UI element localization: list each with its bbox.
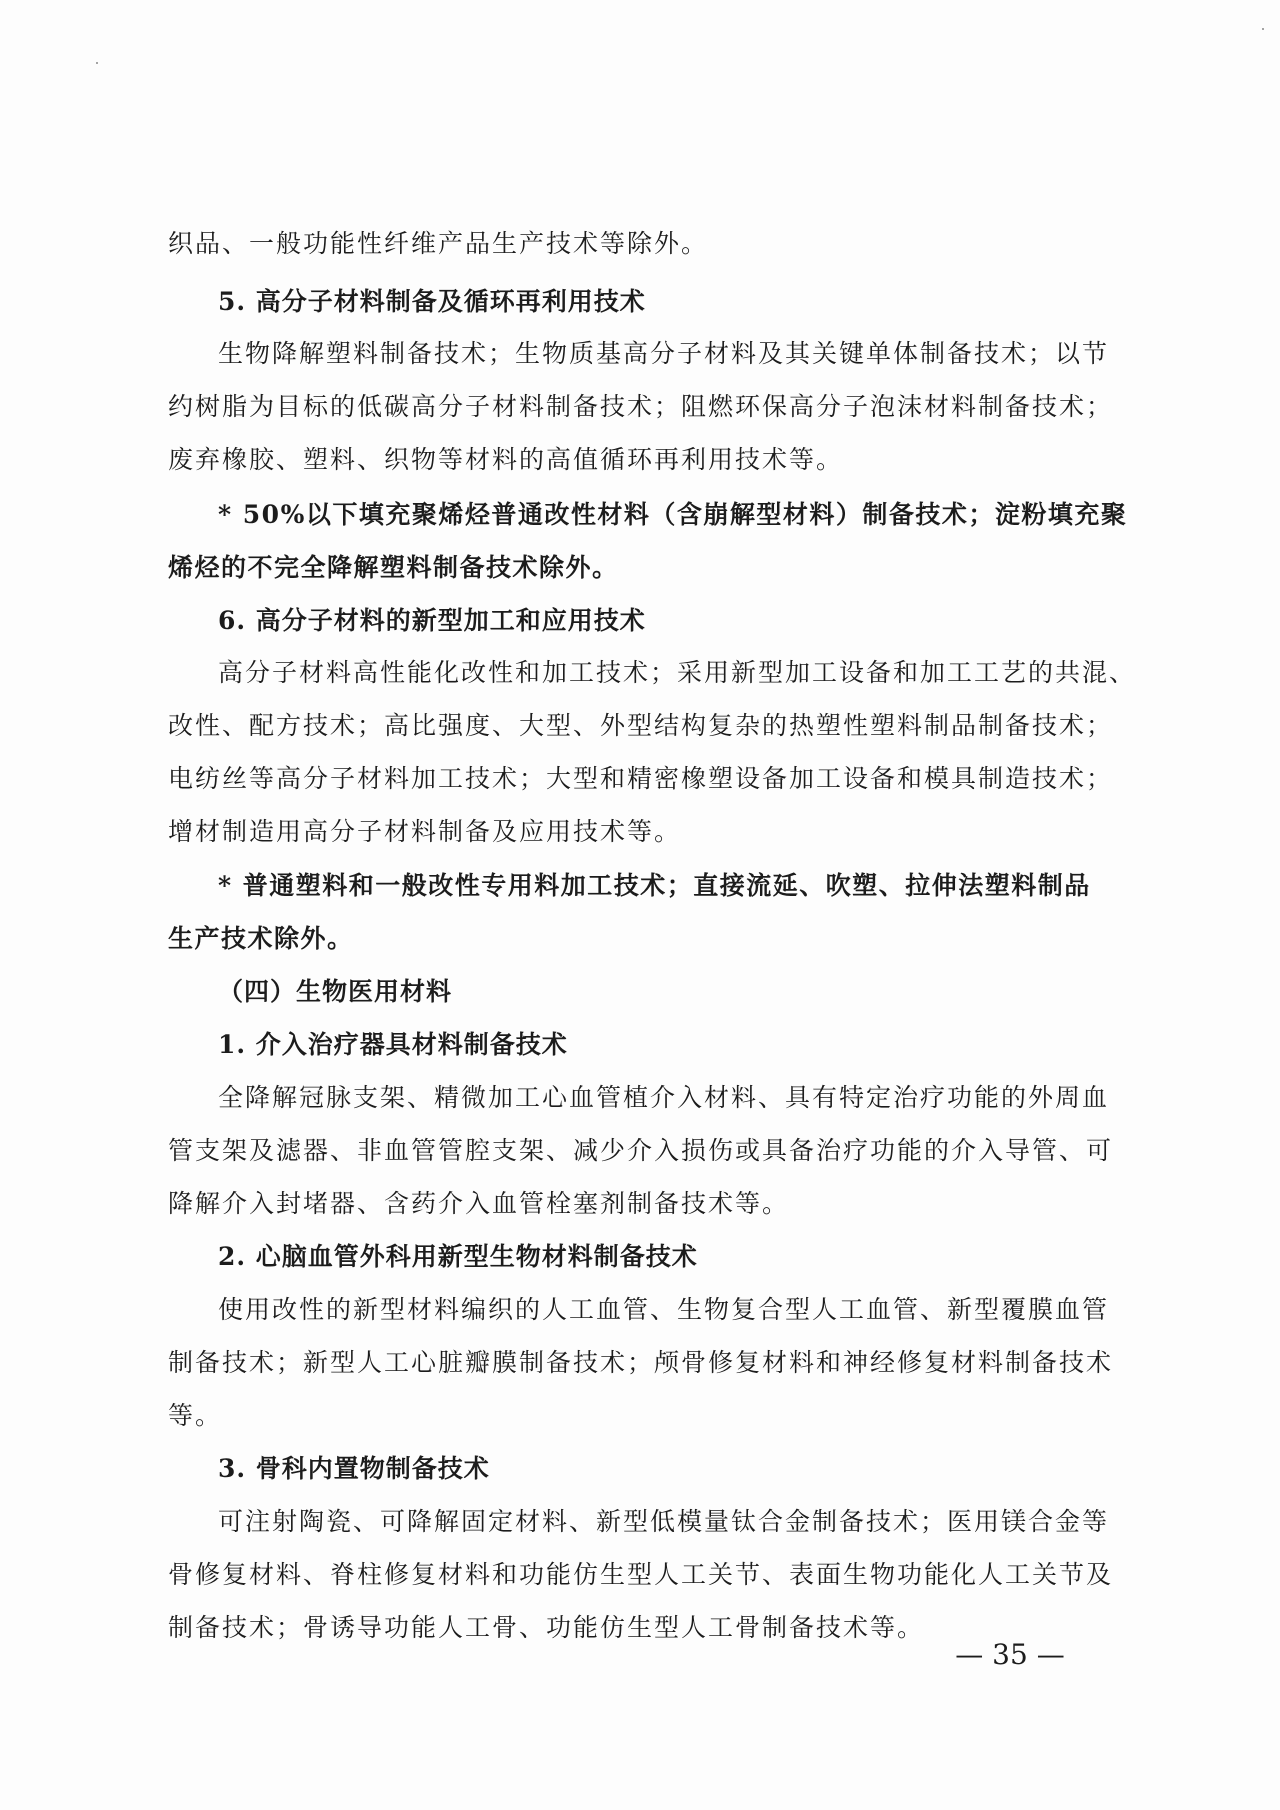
section-heading-1: 1. 介入治疗器具材料制备技术 <box>218 1030 568 1059</box>
category-heading-4: （四）生物医用材料 <box>218 977 453 1006</box>
paragraph-line: 约树脂为目标的低碳高分子材料制备技术；阻燃环保高分子泡沫材料制备技术； <box>168 392 1114 421</box>
exclusion-note: 烯烃的不完全降解塑料制备技术除外。 <box>168 553 619 582</box>
paragraph-line: 可注射陶瓷、可降解固定材料、新型低模量钛合金制备技术；医用镁合金等 <box>218 1507 1110 1536</box>
exclusion-note: 生产技术除外。 <box>168 924 354 953</box>
paragraph-line: 使用改性的新型材料编织的人工血管、生物复合型人工血管、新型覆膜血管 <box>218 1295 1110 1324</box>
paragraph-line: 生物降解塑料制备技术；生物质基高分子材料及其关键单体制备技术；以节 <box>218 339 1110 368</box>
section-heading-6: 6. 高分子材料的新型加工和应用技术 <box>218 606 646 635</box>
section-heading-2: 2. 心脑血管外科用新型生物材料制备技术 <box>218 1242 698 1271</box>
exclusion-note: * 50%以下填充聚烯烃普通改性材料（含崩解型材料）制备技术；淀粉填充聚 <box>218 500 1128 529</box>
exclusion-note: * 普通塑料和一般改性专用料加工技术；直接流延、吹塑、拉伸法塑料制品 <box>218 871 1091 900</box>
paragraph-line: 增材制造用高分子材料制备及应用技术等。 <box>168 817 682 846</box>
scan-speck <box>1262 28 1264 30</box>
paragraph-line: 高分子材料高性能化改性和加工技术；采用新型加工设备和加工工艺的共混、 <box>218 658 1137 687</box>
paragraph-line: 骨修复材料、脊柱修复材料和功能仿生型人工关节、表面生物功能化人工关节及 <box>168 1560 1114 1589</box>
page-number: — 35 — <box>955 1638 1065 1671</box>
section-heading-5: 5. 高分子材料制备及循环再利用技术 <box>218 287 646 316</box>
paragraph-line: 制备技术；骨诱导功能人工骨、功能仿生型人工骨制备技术等。 <box>168 1613 925 1642</box>
paragraph-line: 废弃橡胶、塑料、织物等材料的高值循环再利用技术等。 <box>168 445 844 474</box>
paragraph-line: 等。 <box>168 1401 223 1430</box>
paragraph-line: 电纺丝等高分子材料加工技术；大型和精密橡塑设备加工设备和模具制造技术； <box>168 764 1114 793</box>
paragraph-line: 全降解冠脉支架、精微加工心血管植介入材料、具有特定治疗功能的外周血 <box>218 1083 1110 1112</box>
paragraph-line: 改性、配方技术；高比强度、大型、外型结构复杂的热塑性塑料制品制备技术； <box>168 711 1114 740</box>
scan-speck <box>96 62 98 64</box>
section-heading-3: 3. 骨科内置物制备技术 <box>218 1454 490 1483</box>
paragraph-line: 管支架及滤器、非血管管腔支架、减少介入损伤或具备治疗功能的介入导管、可 <box>168 1136 1114 1165</box>
paragraph-line: 制备技术；新型人工心脏瓣膜制备技术；颅骨修复材料和神经修复材料制备技术 <box>168 1348 1114 1377</box>
paragraph-line: 降解介入封堵器、含药介入血管栓塞剂制备技术等。 <box>168 1189 790 1218</box>
paragraph-line: 织品、一般功能性纤维产品生产技术等除外。 <box>168 229 709 258</box>
